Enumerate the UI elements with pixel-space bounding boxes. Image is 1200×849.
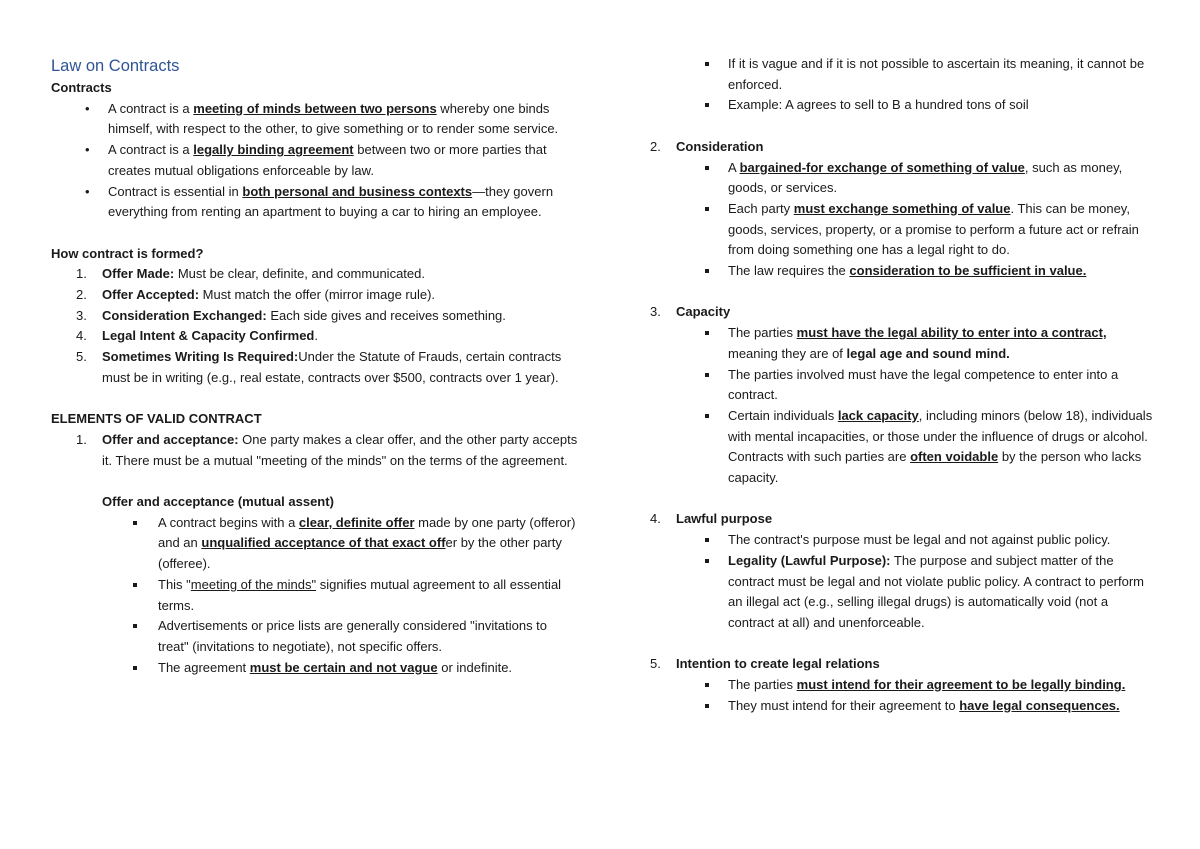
list-item: They must intend for their agreement to have legal consequences.	[650, 696, 1155, 717]
list-item: 5. Sometimes Writing Is Required:Under the Statute of Frauds, certain contracts must be in writing (e.g., real estate, contracts over $500, contracts over 1 year).	[76, 349, 562, 385]
formed-heading: How contract is formed?	[51, 245, 204, 261]
contracts-bullet-list	[51, 99, 581, 223]
lawful-purpose-bullet-list	[650, 530, 1155, 634]
list-item: • A contract is a legally binding agreement between two or more parties that creates mutual obligations enforceable by law.	[51, 140, 581, 181]
list-item: 2. Consideration	[650, 138, 764, 154]
list-item: A contract begins with a clear, definite offer made by one party (offeror) and an unqualified acceptance of that exact offer by the other party (offeree).	[51, 513, 581, 575]
elements-list	[51, 430, 581, 471]
list-item: • A contract is a meeting of minds between two persons whereby one binds himself, with respect to the other, to give something or to render some service.	[51, 99, 581, 140]
list-item: 5. Intention to create legal relations	[650, 656, 880, 672]
list-item: 3. Consideration Exchanged: Each side gives and receives something.	[76, 307, 506, 323]
capacity-bullet-list	[650, 323, 1155, 489]
capacity-section	[650, 302, 1155, 323]
formed-numbered-list	[51, 264, 581, 388]
list-item: 2. Offer Accepted: Must match the offer (mirror image rule).	[76, 287, 436, 303]
consideration-section	[650, 137, 1155, 158]
contracts-heading: Contracts	[51, 80, 112, 95]
consideration-bullet-list	[650, 158, 1155, 282]
list-item: Certain individuals lack capacity, including minors (below 18), individuals with mental incapacities, or those under the influence of drugs or alcohol. Contracts with such parties are often voidable by the person who lacks capacity.	[650, 406, 1155, 489]
list-item: Each party must exchange something of value. This can be money, goods, services, property, or a promise to perform a future act or refrain from doing something one has a legal right to do.	[650, 199, 1155, 261]
lawful-purpose-section	[650, 509, 1155, 530]
list-item: Advertisements or price lists are generally considered "invitations to treat" (invitations to negotiate), not specific offers.	[51, 616, 581, 657]
intention-bullet-list	[650, 675, 1155, 716]
list-item: Example: A agrees to sell to B a hundred tons of soil	[650, 95, 1155, 116]
intention-section	[650, 654, 1155, 675]
list-item: 1. Offer and acceptance: One party makes a clear offer, and the other party accepts it. There must be a mutual "meeting of the minds" on the terms of the agreement.	[76, 431, 578, 468]
offer-bullet-list	[51, 513, 581, 679]
list-item: The parties must intend for their agreement to be legally binding.	[650, 675, 1155, 696]
left-column	[51, 54, 581, 678]
list-item: The agreement must be certain and not vague or indefinite.	[51, 658, 581, 679]
list-item: • Contract is essential in both personal and business contexts—they govern everything from renting an apartment to buying a car to hiring an employee.	[51, 182, 581, 223]
document-title: Law on Contracts	[51, 57, 180, 75]
list-item: This "meeting of the minds" signifies mutual agreement to all essential terms.	[51, 575, 581, 616]
list-item: A bargained-for exchange of something of value, such as money, goods, or services.	[650, 158, 1155, 199]
list-item: The contract's purpose must be legal and not against public policy.	[650, 530, 1155, 551]
list-item: 4. Legal Intent & Capacity Confirmed.	[76, 328, 318, 344]
list-item: 1. Offer Made: Must be clear, definite, and communicated.	[76, 266, 425, 282]
list-item: If it is vague and if it is not possible to ascertain its meaning, it cannot be enforced.	[650, 54, 1155, 95]
list-item: The parties must have the legal ability to enter into a contract, meaning they are of legal age and sound mind.	[650, 323, 1155, 364]
list-item: 3. Capacity	[650, 304, 731, 320]
list-item: The law requires the consideration to be sufficient in value.	[650, 261, 1155, 282]
right-column	[650, 54, 1155, 716]
list-item: Legality (Lawful Purpose): The purpose and subject matter of the contract must be legal and not violate public policy. A contract to perform an illegal act (e.g., selling illegal drugs) is automatically void (not a contract at all) and unenforceable.	[650, 551, 1155, 634]
list-item: The parties involved must have the legal competence to enter into a contract.	[650, 365, 1155, 406]
elements-heading: ELEMENTS OF VALID CONTRACT	[51, 411, 262, 427]
vague-bullet-list	[650, 54, 1155, 116]
offer-subheading: Offer and acceptance (mutual assent)	[102, 494, 334, 510]
list-item: 4. Lawful purpose	[650, 511, 773, 527]
